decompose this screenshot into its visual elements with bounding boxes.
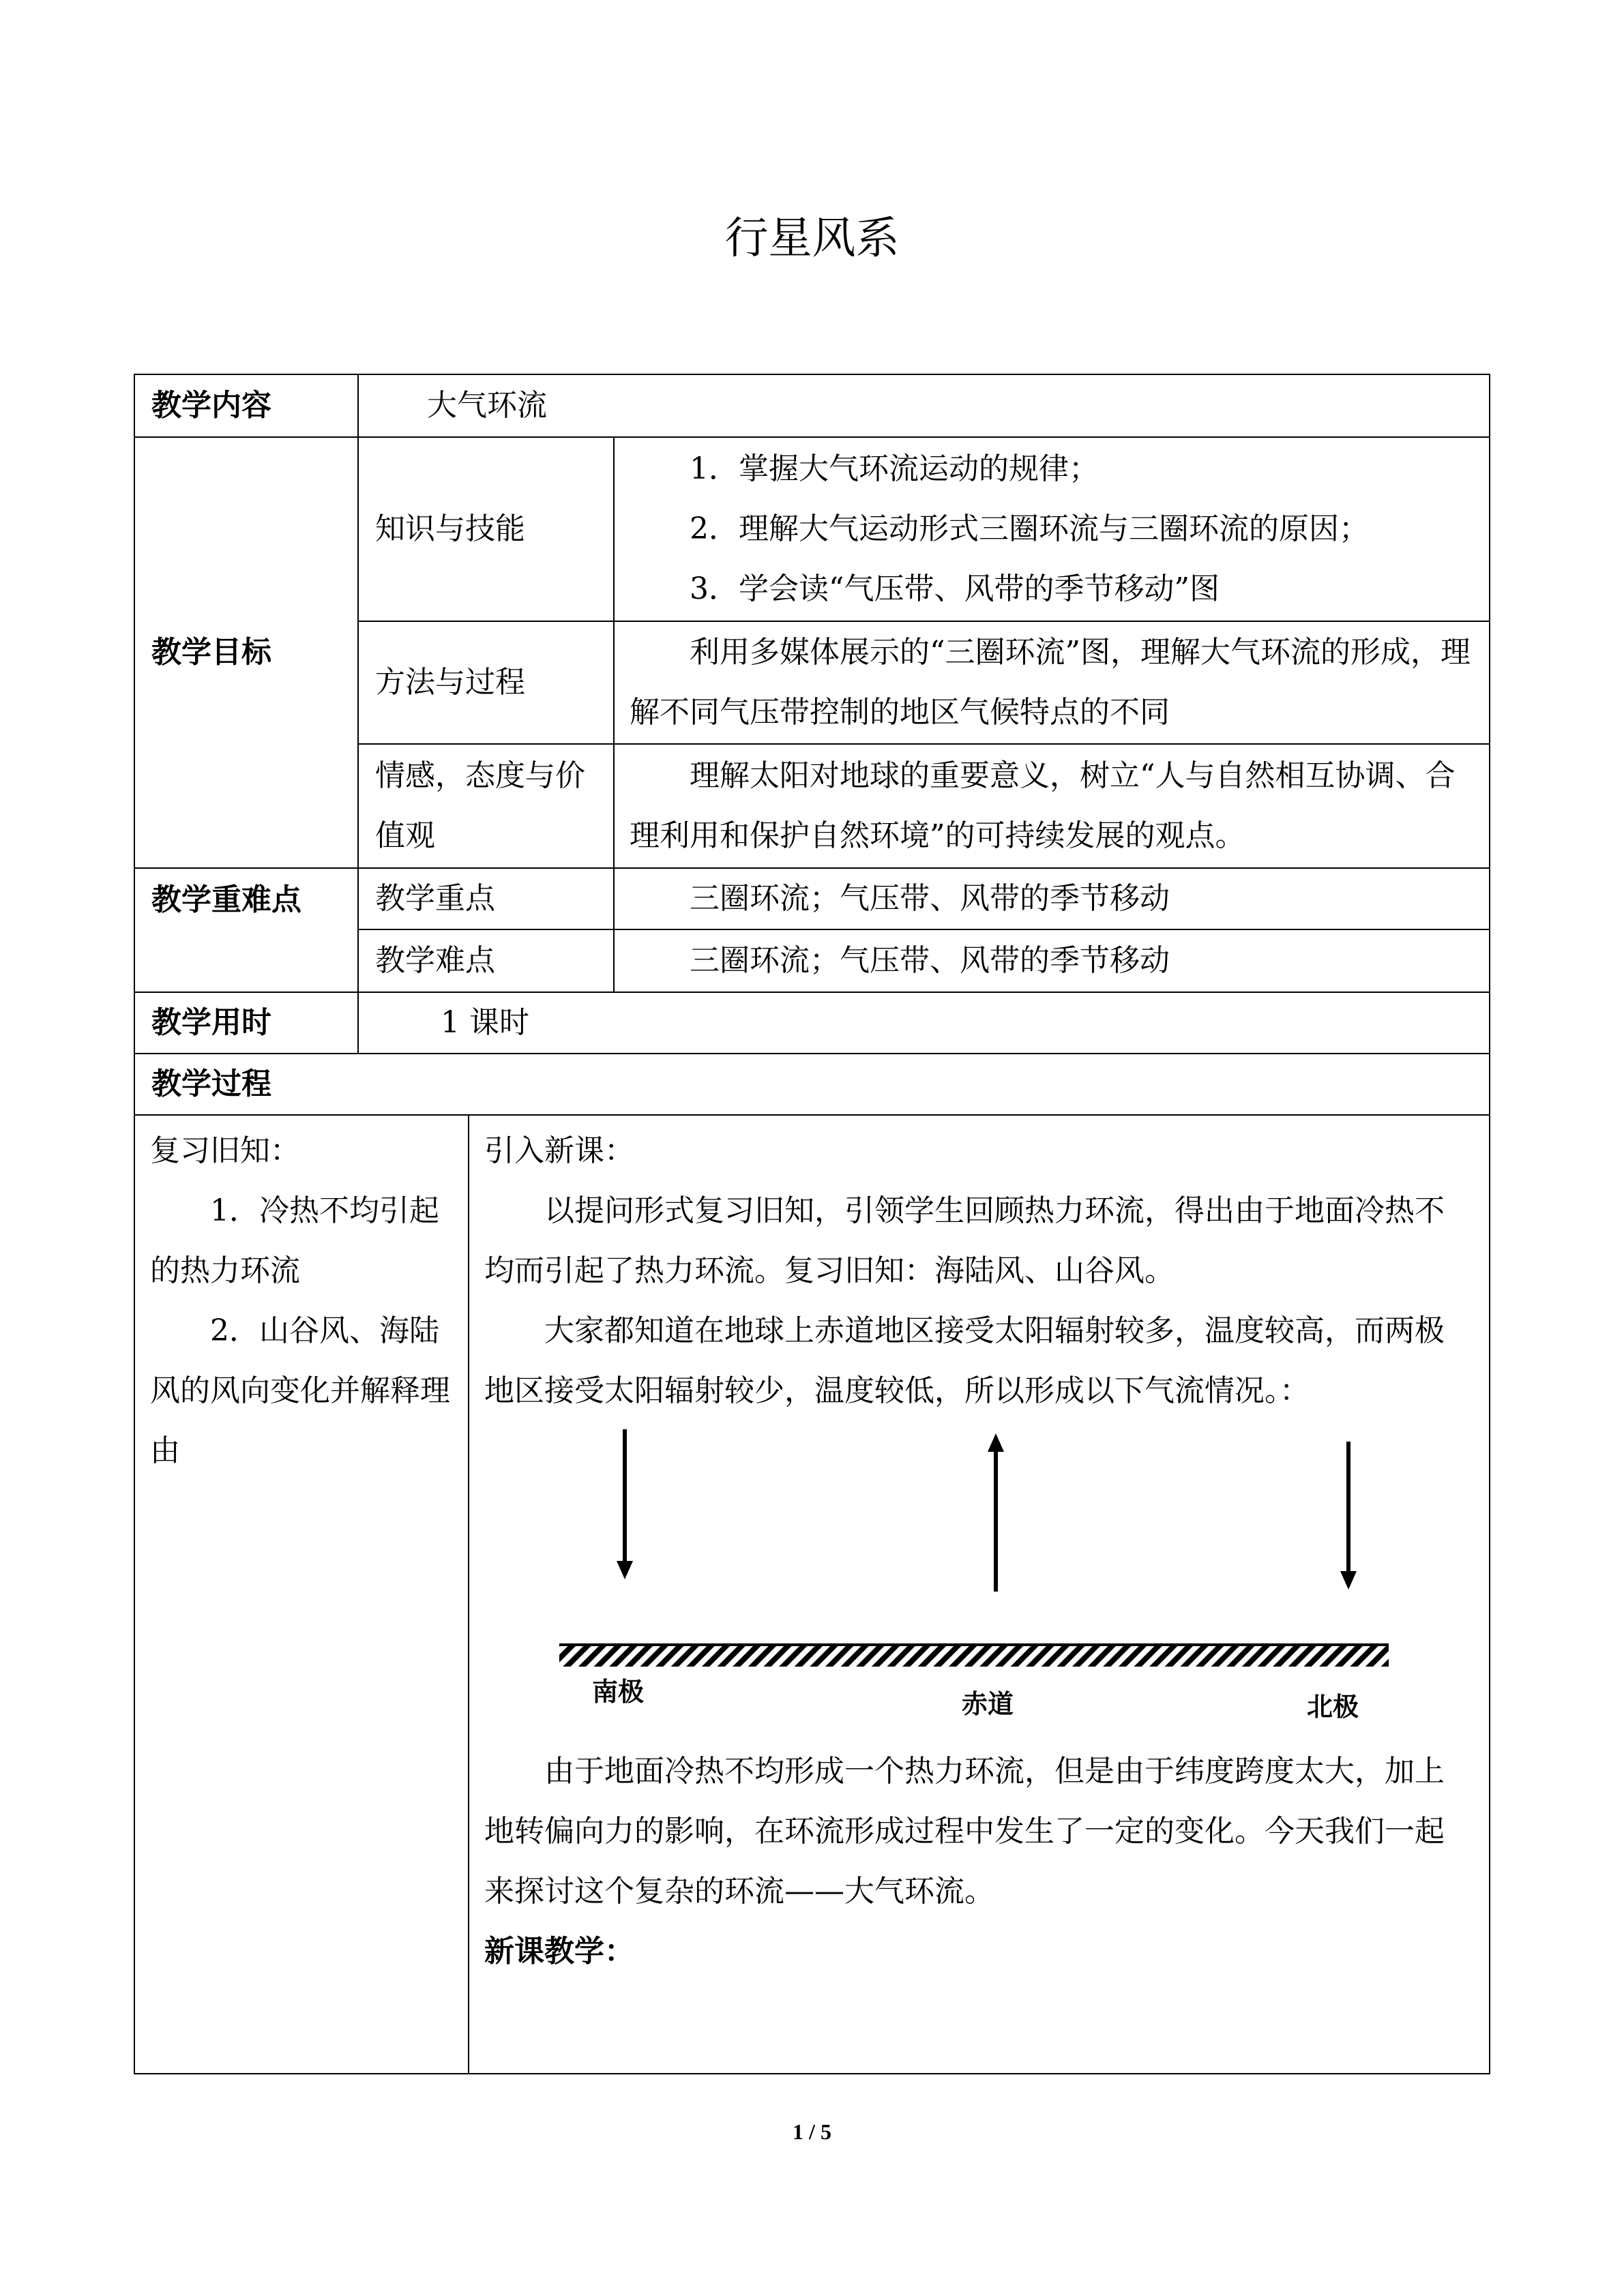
content-label: 教学内容 xyxy=(134,374,358,437)
review-item: 1．冷热不均引起的热力环流 xyxy=(150,1193,439,1288)
table-row xyxy=(134,1054,1490,1115)
process-label: 教学过程 xyxy=(134,1054,1490,1115)
intro-cell xyxy=(469,1115,1490,2074)
page-number: 1 / 5 xyxy=(793,2119,831,2144)
north-arrow xyxy=(1340,1442,1357,1590)
emotion-text: 理解太阳对地球的重要意义，树立“人与自然相互协调、合理利用和保护自然环境”的可持续发展的观点。 xyxy=(614,744,1490,868)
equator-label: 赤道 xyxy=(962,1689,1014,1719)
knowledge-cell xyxy=(614,437,1490,621)
keypoints-label: 教学重难点 xyxy=(134,868,358,992)
north-pole-label: 北极 xyxy=(1307,1692,1359,1722)
lesson-plan-table xyxy=(134,374,1490,2074)
south-arrow xyxy=(617,1429,633,1579)
table-row xyxy=(134,992,1490,1054)
focus-text: 三圈环流；气压带、风带的季节移动 xyxy=(614,868,1490,929)
equator-arrow xyxy=(988,1433,1004,1592)
page-title: 行星风系 xyxy=(724,213,900,264)
content-value: 大气环流 xyxy=(358,374,1490,437)
table-row xyxy=(134,374,1490,437)
emotion-label: 情感，态度与价值观 xyxy=(358,744,614,868)
time-value: 1 课时 xyxy=(358,992,1490,1054)
difficulty-text: 三圈环流；气压带、风带的季节移动 xyxy=(614,929,1490,992)
table-row xyxy=(134,1115,1490,2074)
new-lesson-heading: 新课教学： xyxy=(484,1934,634,1969)
knowledge-item: 2．理解大气运动形式三圈环流与三圈环流的原因； xyxy=(690,511,1369,546)
method-label: 方法与过程 xyxy=(358,621,614,744)
ground-surface xyxy=(559,1645,1389,1667)
time-label: 教学用时 xyxy=(134,992,358,1054)
intro-heading: 引入新课： xyxy=(484,1133,634,1168)
intro-paragraph: 以提问形式复习旧知，引领学生回顾热力环流，得出由于地面冷热不均而引起了热力环流。复习旧知：海陆风、山谷风。 xyxy=(484,1193,1445,1288)
intro-paragraph: 由于地面冷热不均形成一个热力环流，但是由于纬度跨度太大，加上地转偏向力的影响，在环流形成过程中发生了一定的变化。今天我们一起来探讨这个复杂的环流——大气环流。 xyxy=(484,1754,1445,1909)
intro-paragraph: 大家都知道在地球上赤道地区接受太阳辐射较多，温度较高，而两极地区接受太阳辐射较少，温度较低，所以形成以下气流情况。： xyxy=(484,1313,1445,1408)
airflow-diagram xyxy=(484,1421,1439,1742)
table-row xyxy=(134,868,1490,929)
review-cell xyxy=(134,1115,469,2074)
method-text: 利用多媒体展示的“三圈环流”图，理解大气环流的形成，理解不同气压带控制的地区气候特点的不同 xyxy=(614,621,1490,744)
knowledge-item: 3．学会读“气压带、风带的季节移动”图 xyxy=(690,571,1220,606)
knowledge-item: 1．掌握大气环流运动的规律； xyxy=(690,451,1099,486)
table-row xyxy=(134,437,1490,621)
review-heading: 复习旧知： xyxy=(150,1133,300,1168)
difficulty-label: 教学难点 xyxy=(358,929,614,992)
south-pole-label: 南极 xyxy=(592,1677,645,1707)
goals-label: 教学目标 xyxy=(134,437,358,868)
knowledge-label: 知识与技能 xyxy=(358,437,614,621)
focus-label: 教学重点 xyxy=(358,868,614,929)
review-item: 2．山谷风、海陆风的风向变化并解释理由 xyxy=(150,1313,450,1468)
